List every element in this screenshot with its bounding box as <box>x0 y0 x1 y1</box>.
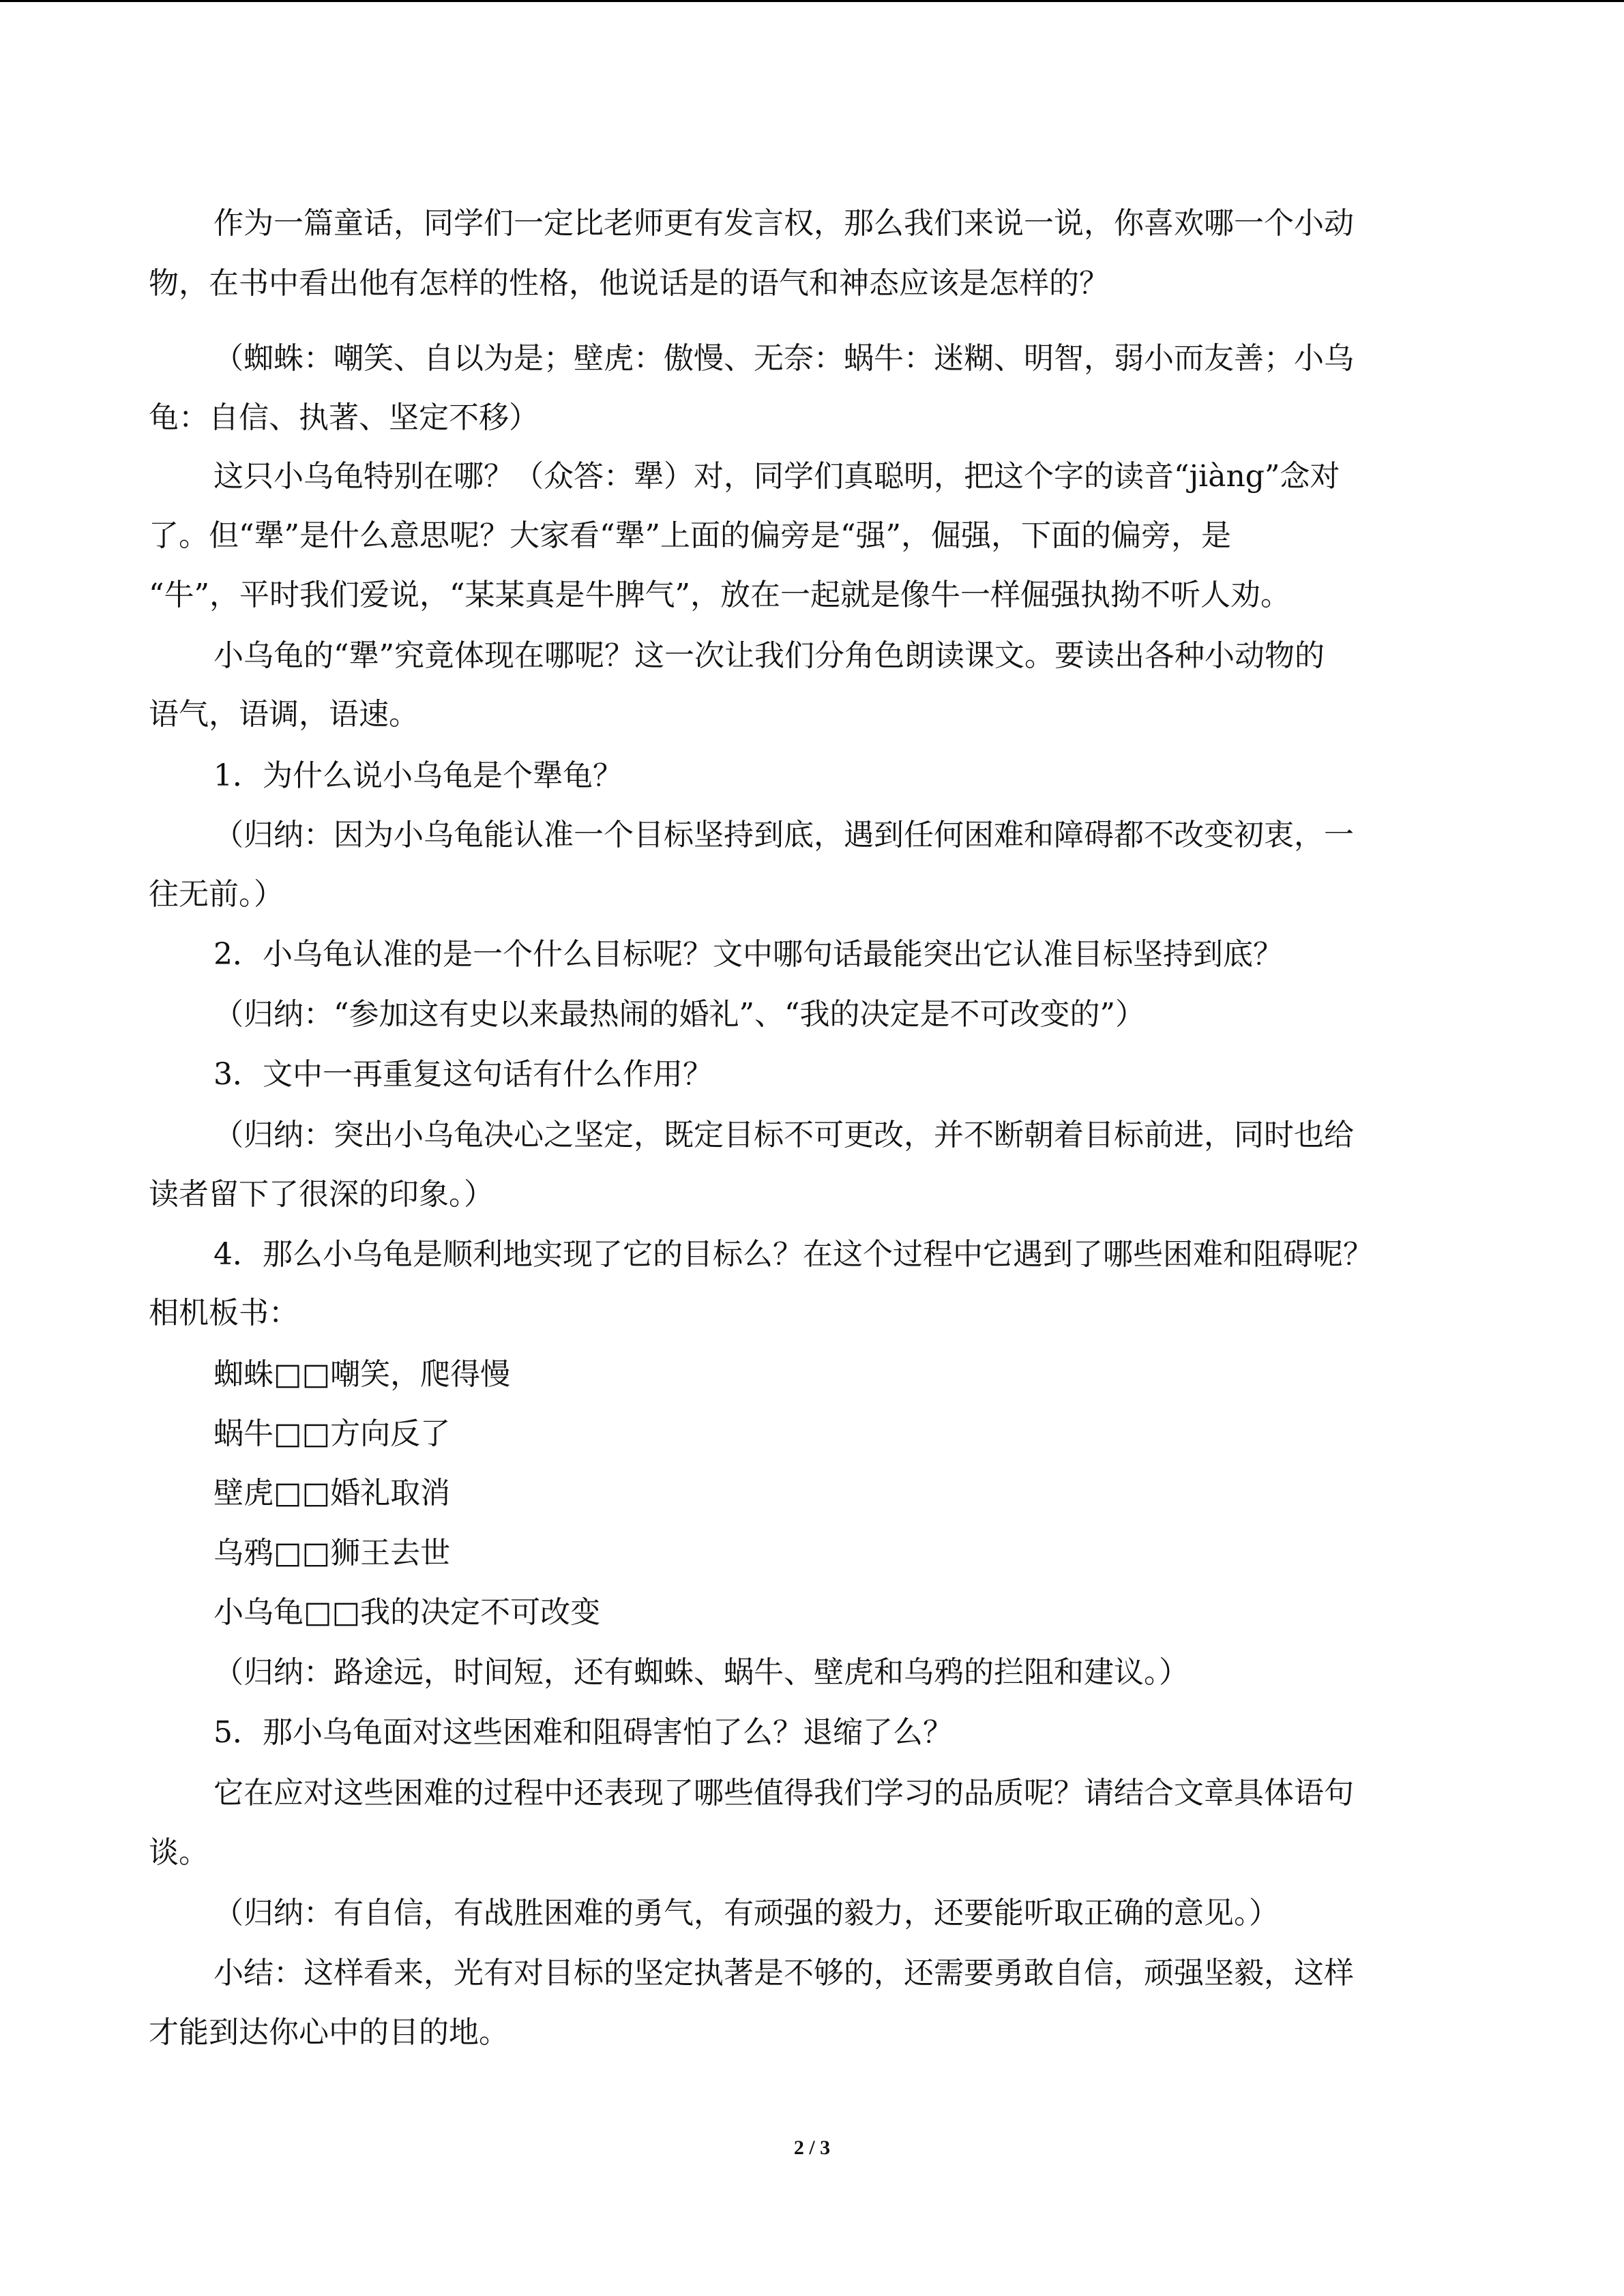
page-number: 2 / 3 <box>793 2136 831 2159</box>
text-line: 小乌龟□□我的决定不可改变 <box>213 1595 601 1630</box>
text-line: 这只小乌龟特别在哪？（众答：犟）对，同学们真聪明，把这个字的读音“jiàng”念对 <box>213 459 1340 494</box>
text-line: 壁虎□□婚礼取消 <box>213 1476 451 1510</box>
text-line: 它在应对这些困难的过程中还表现了哪些值得我们学习的品质呢？请结合文章具体语句 <box>213 1776 1354 1810</box>
text-line: 了。但“犟”是什么意思呢？大家看“犟”上面的偏旁是“强”，倔强，下面的偏旁，是 <box>149 518 1231 553</box>
text-line: “牛”，平时我们爱说，“某某真是牛脾气”，放在一起就是像牛一样倔强执拗不听人劝。 <box>149 578 1290 612</box>
text-line: 小乌龟的“犟”究竟体现在哪呢？这一次让我们分角色朗读课文。要读出各种小动物的 <box>213 638 1325 673</box>
text-line: 物，在书中看出他有怎样的性格，他说话是的语气和神态应该是怎样的？ <box>149 266 1109 301</box>
text-line: （归纳：“参加这有史以来最热闹的婚礼”、“我的决定是不可改变的”） <box>213 997 1145 1032</box>
text-line: 相机板书： <box>149 1296 299 1330</box>
text-line: （归纳：因为小乌龟能认准一个目标坚持到底，遇到任何困难和障碍都不改变初衷，一 <box>213 818 1354 852</box>
text-line: 小结：这样看来，光有对目标的坚定执著是不够的，还需要勇敢自信，顽强坚毅，这样 <box>213 1956 1354 1991</box>
text-line: 2．小乌龟认准的是一个什么目标呢？文中哪句话最能突出它认准目标坚持到底？ <box>213 937 1283 972</box>
text-line: 谈。 <box>149 1835 209 1870</box>
text-line: 5．那小乌龟面对这些困难和阻碍害怕了么？退缩了么？ <box>213 1715 953 1750</box>
text-line: （蜘蛛：嘲笑、自以为是；壁虎：傲慢、无奈：蜗牛：迷糊、明智，弱小而友善；小乌 <box>213 341 1354 376</box>
top-border-line <box>0 0 1624 2</box>
text-line: 往无前。） <box>149 877 284 912</box>
text-line: 语气，语调，语速。 <box>149 697 419 732</box>
text-line: 龟：自信、执著、坚定不移） <box>149 400 539 435</box>
text-line: 才能到达你心中的目的地。 <box>149 2015 509 2050</box>
text-line: 4．那么小乌龟是顺利地实现了它的目标么？在这个过程中它遇到了哪些困难和阻碍呢？ <box>213 1237 1373 1272</box>
text-line: 蜘蛛□□嘲笑，爬得慢 <box>213 1357 511 1392</box>
text-line: 蜗牛□□方向反了 <box>213 1416 451 1451</box>
text-line: 作为一篇童话，同学们一定比老师更有发言权，那么我们来说一说，你喜欢哪一个小动 <box>213 206 1354 241</box>
text-line: （归纳：有自信，有战胜困难的勇气，有顽强的毅力，还要能听取正确的意见。） <box>213 1896 1279 1930</box>
text-line: 1．为什么说小乌龟是个犟龟？ <box>213 758 623 793</box>
text-line: 3．文中一再重复这句话有什么作用？ <box>213 1057 713 1092</box>
text-line: （归纳：路途远，时间短，还有蜘蛛、蜗牛、壁虎和乌鸦的拦阻和建议。） <box>213 1655 1189 1690</box>
text-line: 读者留下了很深的印象。） <box>149 1177 494 1212</box>
text-line: （归纳：突出小乌龟决心之坚定，既定目标不可更改，并不断朝着目标前进，同时也给 <box>213 1118 1354 1152</box>
text-line: 乌鸦□□狮王去世 <box>213 1536 451 1570</box>
